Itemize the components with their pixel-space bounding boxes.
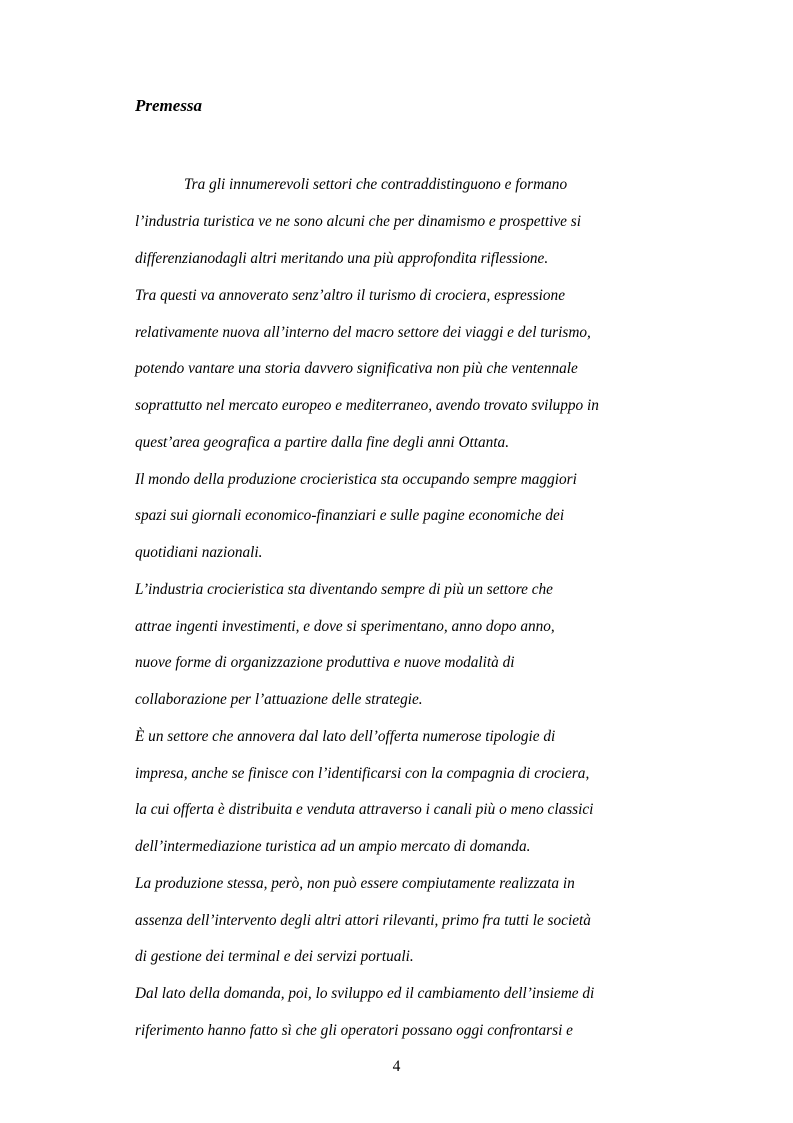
text-line: dell’intermediazione turistica ad un ampio mercato di domanda. [135,838,531,855]
text-line: La produzione stessa, però, non può essere compiutamente realizzata in [135,875,575,892]
text-line: Tra questi va annoverato senz’altro il turismo di crociera, espressione [135,287,565,304]
text-line: soprattutto nel mercato europeo e mediterraneo, avendo trovato sviluppo in [135,397,599,414]
text-line: di gestione dei terminal e dei servizi portuali. [135,948,414,965]
text-line: la cui offerta è distribuita e venduta attraverso i canali più o meno classici [135,801,594,818]
text-line: impresa, anche se finisce con l’identificarsi con la compagnia di crociera, [135,765,590,782]
text-line: attrae ingenti investimenti, e dove si sperimentano, anno dopo anno, [135,618,555,635]
text-line: collaborazione per l’attuazione delle strategie. [135,691,423,708]
text-line: È un settore che annovera dal lato dell’offerta numerose tipologie di [135,728,556,745]
section-heading: Premessa [135,96,203,115]
text-line: potendo vantare una storia davvero significativa non più che ventennale [135,360,578,377]
text-line: nuove forme di organizzazione produttiva e nuove modalità di [135,654,515,671]
text-line: quest’area geografica a partire dalla fine degli anni Ottanta. [135,434,510,451]
text-line: Tra gli innumerevoli settori che contraddistinguono e formano [184,176,568,193]
text-line: Il mondo della produzione crocieristica sta occupando sempre maggiori [135,471,577,488]
text-line: riferimento hanno fatto sì che gli operatori possano oggi confrontarsi e [135,1022,573,1039]
text-line: Dal lato della domanda, poi, lo sviluppo ed il cambiamento dell’insieme di [135,985,595,1002]
text-line: assenza dell’intervento degli altri attori rilevanti, primo fra tutti le società [135,912,591,929]
page-number: 4 [392,1058,401,1075]
text-line: spazi sui giornali economico-finanziari e sulle pagine economiche dei [135,507,565,524]
text-line: L’industria crocieristica sta diventando sempre di più un settore che [135,581,553,598]
text-line: l’industria turistica ve ne sono alcuni che per dinamismo e prospettive si [135,213,581,230]
text-line: relativamente nuova all’interno del macro settore dei viaggi e del turismo, [135,324,591,341]
text-line: differenzianodagli altri meritando una più approfondita riflessione. [135,250,549,267]
text-line: quotidiani nazionali. [135,544,263,561]
